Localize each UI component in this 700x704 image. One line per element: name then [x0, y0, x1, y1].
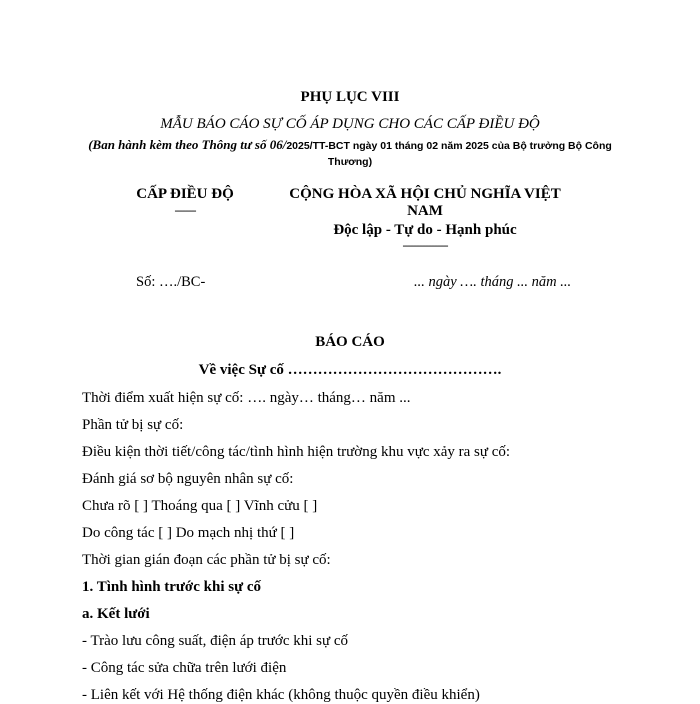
cause-options-line-1: Chưa rõ [ ] Thoáng qua [ ] Vĩnh cửu [ ] — [82, 498, 318, 514]
appendix-title: PHỤ LỤC VIII — [300, 89, 400, 105]
left-divider: ------- — [174, 203, 196, 217]
interruption-time-line: Thời gian gián đoạn các phần tử bị sự cố: — [82, 552, 331, 568]
section-1-heading: 1. Tình hình trước khi sự cố — [82, 579, 261, 595]
issuance-note — [80, 137, 620, 169]
dispatch-level-heading: CẤP ĐIỀU ĐỘ — [136, 186, 234, 202]
preliminary-cause-line: Đánh giá sơ bộ nguyên nhân sự cố: — [82, 471, 294, 487]
issuance-prefix: (Ban hành kèm theo Thông tư số 06/ — [88, 137, 287, 152]
document-date: ... ngày …. tháng ... năm ... — [414, 274, 572, 290]
report-title: BÁO CÁO — [315, 334, 385, 350]
report-subject: Về việc Sự cố ……………………………………. — [198, 362, 502, 378]
national-title: CỘNG HÒA XÃ HỘI CHỦ NGHĨA VIỆT NAM — [289, 186, 561, 220]
interconnection-line: - Liên kết với Hệ thống điện khác (không thuộc quyền điều khiển) — [82, 687, 480, 703]
faulty-element-line: Phần tử bị sự cố: — [82, 417, 184, 433]
issuance-suffix: 2025/TT-BCT ngày 01 tháng 02 năm 2025 của Bộ trưởng Bộ Công Thương) — [286, 140, 612, 168]
right-divider: --------------- — [402, 238, 448, 252]
document-number: Số: …./BC- — [136, 274, 206, 290]
cause-options-line-2: Do công tác [ ] Do mạch nhị thứ [ ] — [82, 525, 295, 541]
section-1a-heading: a. Kết lưới — [82, 606, 150, 622]
power-flow-line: - Trào lưu công suất, điện áp trước khi sự cố — [82, 633, 349, 649]
incident-time-line: Thời điểm xuất hiện sự cố: …. ngày… tháng… năm ... — [82, 390, 411, 406]
form-title: MẪU BÁO CÁO SỰ CỐ ÁP DỤNG CHO CÁC CẤP ĐIỀU ĐỘ — [160, 116, 540, 132]
national-motto: Độc lập - Tự do - Hạnh phúc — [333, 222, 517, 238]
site-conditions-line: Điều kiện thời tiết/công tác/tình hình hiện trường khu vực xảy ra sự cố: — [82, 444, 511, 460]
repair-work-line: - Công tác sửa chữa trên lưới điện — [82, 660, 287, 676]
